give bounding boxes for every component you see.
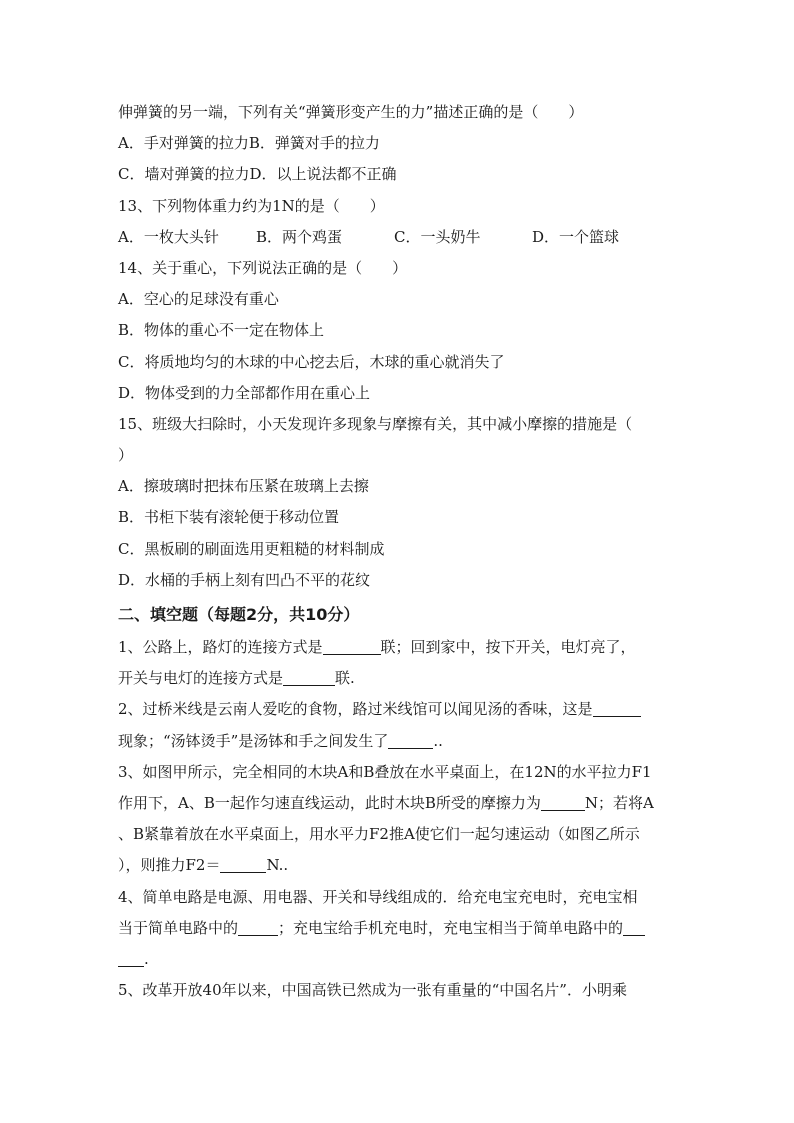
fill3-line1: 3、如图甲所示，完全相同的木块A和B叠放在水平桌面上，在12N的水平拉力F1 [118,762,652,781]
fill4-line1: 4、简单电路是电源、用电器、开关和导线组成的．给充电宝充电时，充电宝相 [118,887,638,906]
fill4-text-4: . [144,949,149,968]
q13-stem: 13、下列物体重力约为1N的是（ ） [118,196,385,215]
section-title-fill-in: 二、填空题（每题2分，共10分） [118,605,360,624]
fill3-text-5: ），则推力F2＝ [118,856,221,875]
q14-option-d: D．物体受到的力全部都作用在重心上 [118,383,371,402]
fill4-text-3: ；充电宝给手机充电时，充电宝相当于简单电路中的 [278,918,624,937]
fill2-line2 [118,726,678,757]
fill1-text-3: 开关与电灯的连接方式是 [118,669,284,688]
fill2-text-1: 2、过桥米线是云南人爱吃的食物，路过米线馆可以闻见汤的香味，这是 [118,700,593,719]
q15-option-c: C．黑板刷的刷面选用更粗糙的材料制成 [118,539,385,558]
fill1-text-1: 1、公路上，路灯的连接方式是 [118,638,323,656]
fill2-text-3: .. [433,731,443,750]
q14-option-b: B．物体的重心不一定在物体上 [118,321,325,340]
fill4-line3 [118,944,678,975]
fill3-text-2: 作用下，A、B一起作匀速直线运动，此时木块B所受的摩擦力为 [118,793,541,812]
q14-option-a: A．空心的足球没有重心 [118,290,279,309]
q15-option-a: A．擦玻璃时把抹布压紧在玻璃上去擦 [118,477,369,496]
fill1-text-4: 联. [335,669,355,688]
fill1-line1 [118,632,678,663]
q13-option-a: A．一枚大头针 [118,227,219,246]
answer-blank [541,792,585,811]
q12-options-ab: A．手对弹簧的拉力B．弹簧对手的拉力 [118,134,380,153]
fill1-line2 [118,663,678,694]
q13-options [118,222,678,253]
fill3-line2 [118,788,678,819]
q15-stem-line1: 15、班级大扫除时，小天发现许多现象与摩擦有关，其中减小摩擦的措施是（ [118,414,633,433]
q15-option-b: B．书柜下装有滚轮便于移动位置 [118,508,340,527]
answer-blank [593,698,641,717]
q13-option-d: D．一个篮球 [532,227,620,246]
fill4-line2 [118,913,678,944]
q13-option-c: C．一头奶牛 [394,227,481,246]
q15-option-d: D．水桶的手柄上刻有凹凸不平的花纹 [118,570,371,589]
fill3-line4 [118,850,678,881]
answer-blank [283,667,335,686]
fill3-text-3: N；若将A [584,793,654,812]
q14-stem: 14、关于重心，下列说法正确的是（ ） [118,258,408,277]
answer-blank [388,730,433,749]
fill2-text-2: 现象；“汤钵烫手”是汤钵和手之间发生了 [118,731,389,750]
exam-page [118,97,678,1006]
fill2-line1 [118,694,678,725]
answer-blank [118,948,144,967]
q14-option-c: C．将质地均匀的木球的中心挖去后，木球的重心就消失了 [118,352,505,371]
answer-blank [220,854,266,873]
q12-stem-tail: 伸弹簧的另一端，下列有关“弹簧形变产生的力”描述正确的是（ ） [118,103,584,121]
fill3-text-6: N.. [266,856,289,875]
fill3-line3: 、B紧靠着放在水平桌面上，用水平力F2推A使它们一起匀速运动（如图乙所示 [118,825,640,844]
fill1-text-2: 联；回到家中，按下开关，电灯亮了， [380,638,636,656]
fill4-text-2: 当于简单电路中的 [118,918,239,937]
answer-blank [323,636,381,655]
q15-stem-line2: ） [118,446,134,465]
answer-blank [238,917,278,936]
q13-option-b: B．两个鸡蛋 [256,227,343,246]
fill5-line1: 5、改革开放40年以来，中国高铁已然成为一张有重量的“中国名片”．小明乘 [118,981,627,1000]
q12-options-cd: C．墙对弹簧的拉力D．以上说法都不正确 [118,165,397,184]
answer-blank [623,917,645,936]
